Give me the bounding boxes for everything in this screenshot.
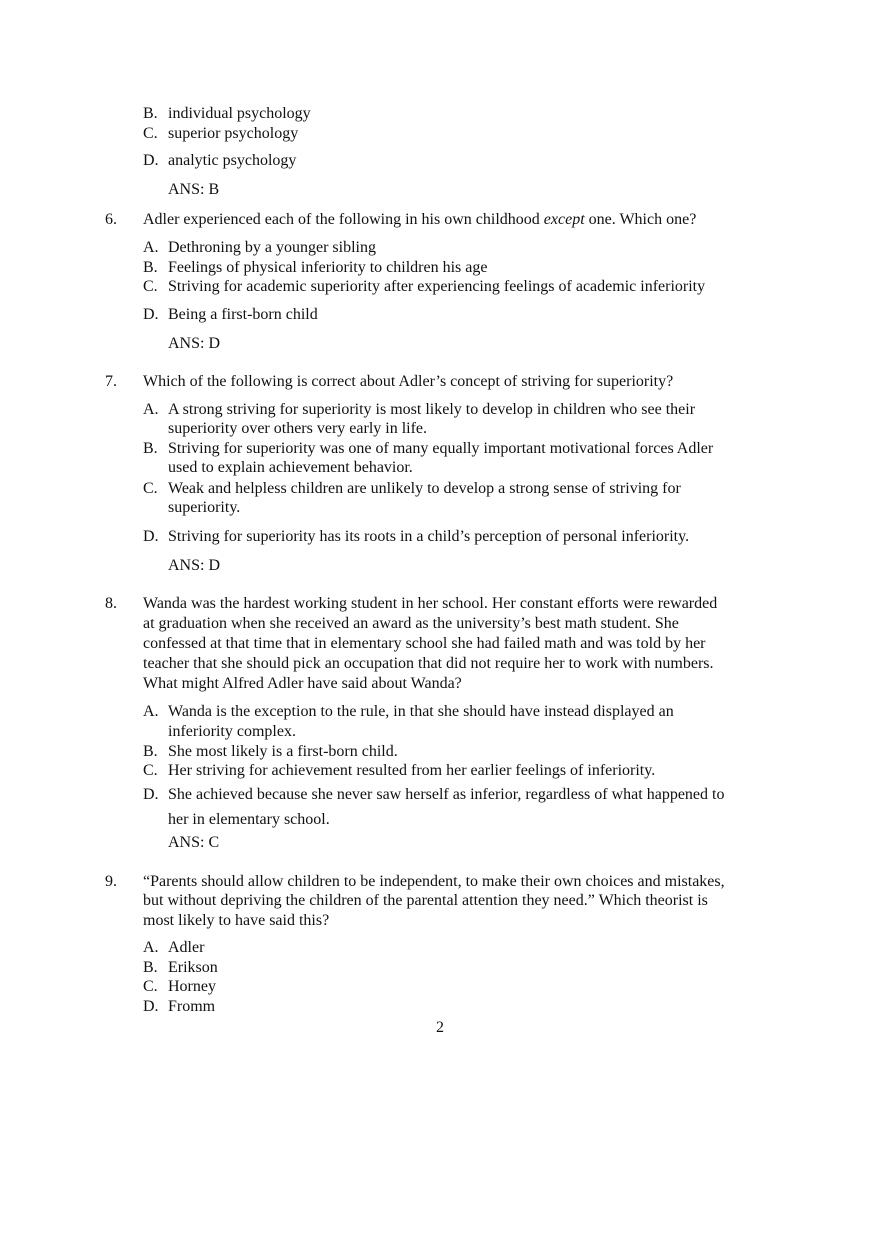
option-text: Weak and helpless children are unlikely to develop a strong sense of striving for xyxy=(168,480,681,497)
option-text: Striving for academic superiority after experiencing feelings of academic inferiority xyxy=(168,278,706,295)
option-letter: D. xyxy=(143,306,159,323)
answer-key: ANS: D xyxy=(168,557,221,574)
option-text: She achieved because she never saw herself as inferior, regardless of what happened to xyxy=(168,786,725,803)
option-text: Fromm xyxy=(168,998,216,1015)
question-text: Which of the following is correct about Adler’s concept of striving for superiority? xyxy=(143,373,674,390)
option-letter: C. xyxy=(143,480,158,497)
answer-key: ANS: D xyxy=(168,335,221,352)
option-text: Dethroning by a younger sibling xyxy=(168,239,376,256)
question-text xyxy=(143,210,696,230)
page-number: 2 xyxy=(436,1019,444,1036)
option-letter: B. xyxy=(143,743,158,760)
option-text: superior psychology xyxy=(168,125,299,142)
option-text: She most likely is a first-born child. xyxy=(168,743,398,760)
option-letter: A. xyxy=(143,939,159,956)
option-letter: D. xyxy=(143,152,159,169)
question-number: 9. xyxy=(105,873,117,890)
option-letter: A. xyxy=(143,239,159,256)
option-letter: B. xyxy=(143,440,158,457)
option-letter: D. xyxy=(143,528,159,545)
answer-key: ANS: C xyxy=(168,834,220,851)
question-text: most likely to have said this? xyxy=(143,912,330,929)
option-letter: A. xyxy=(143,401,159,418)
option-text: Her striving for achievement resulted from her earlier feelings of inferiority. xyxy=(168,762,656,779)
option-text: analytic psychology xyxy=(168,152,297,169)
option-text: A strong striving for superiority is most likely to develop in children who see their xyxy=(168,401,696,418)
question-text: Wanda was the hardest working student in her school. Her constant efforts were rewarded xyxy=(143,595,718,612)
option-text: Erikson xyxy=(168,959,218,976)
option-letter: A. xyxy=(143,703,159,720)
question-text: What might Alfred Adler have said about Wanda? xyxy=(143,675,462,692)
answer-key: ANS: B xyxy=(168,181,220,198)
option-text: superiority. xyxy=(168,499,241,516)
option-letter: C. xyxy=(143,978,158,995)
question-text-part: one. Which one? xyxy=(584,211,697,228)
option-text: superiority over others very early in life. xyxy=(168,420,428,437)
option-letter: B. xyxy=(143,105,158,122)
option-letter: C. xyxy=(143,125,158,142)
question-number: 7. xyxy=(105,373,117,390)
option-letter: D. xyxy=(143,998,159,1015)
question-number: 6. xyxy=(105,211,117,228)
question-text-emphasis: except xyxy=(543,211,585,228)
option-letter: C. xyxy=(143,278,158,295)
question-text: confessed at that time that in elementary school she had failed math and was told by her xyxy=(143,635,706,652)
option-text: Feelings of physical inferiority to children his age xyxy=(168,259,488,276)
option-text: used to explain achievement behavior. xyxy=(168,459,413,476)
option-text: Striving for superiority was one of many equally important motivational forces Adler xyxy=(168,440,714,457)
option-text: individual psychology xyxy=(168,105,311,122)
question-number: 8. xyxy=(105,595,117,612)
option-text: her in elementary school. xyxy=(168,811,330,828)
question-text: at graduation when she received an award as the university’s best math student. She xyxy=(143,615,679,632)
option-text: Striving for superiority has its roots in a child’s perception of personal inferiority. xyxy=(168,528,690,545)
option-text: inferiority complex. xyxy=(168,723,296,740)
option-text: Being a first-born child xyxy=(168,306,318,323)
question-text: teacher that she should pick an occupation that did not require her to work with numbers. xyxy=(143,655,714,672)
question-text: but without depriving the children of the parental attention they need.” Which theorist is xyxy=(143,892,708,909)
option-letter: B. xyxy=(143,959,158,976)
option-letter: B. xyxy=(143,259,158,276)
option-letter: C. xyxy=(143,762,158,779)
question-text-part: Adler experienced each of the following in his own childhood xyxy=(143,211,544,228)
option-text: Horney xyxy=(168,978,216,995)
question-text: “Parents should allow children to be independent, to make their own choices and mistakes, xyxy=(143,873,725,890)
option-letter: D. xyxy=(143,786,159,803)
option-text: Adler xyxy=(168,939,205,956)
option-text: Wanda is the exception to the rule, in that she should have instead displayed an xyxy=(168,703,674,720)
